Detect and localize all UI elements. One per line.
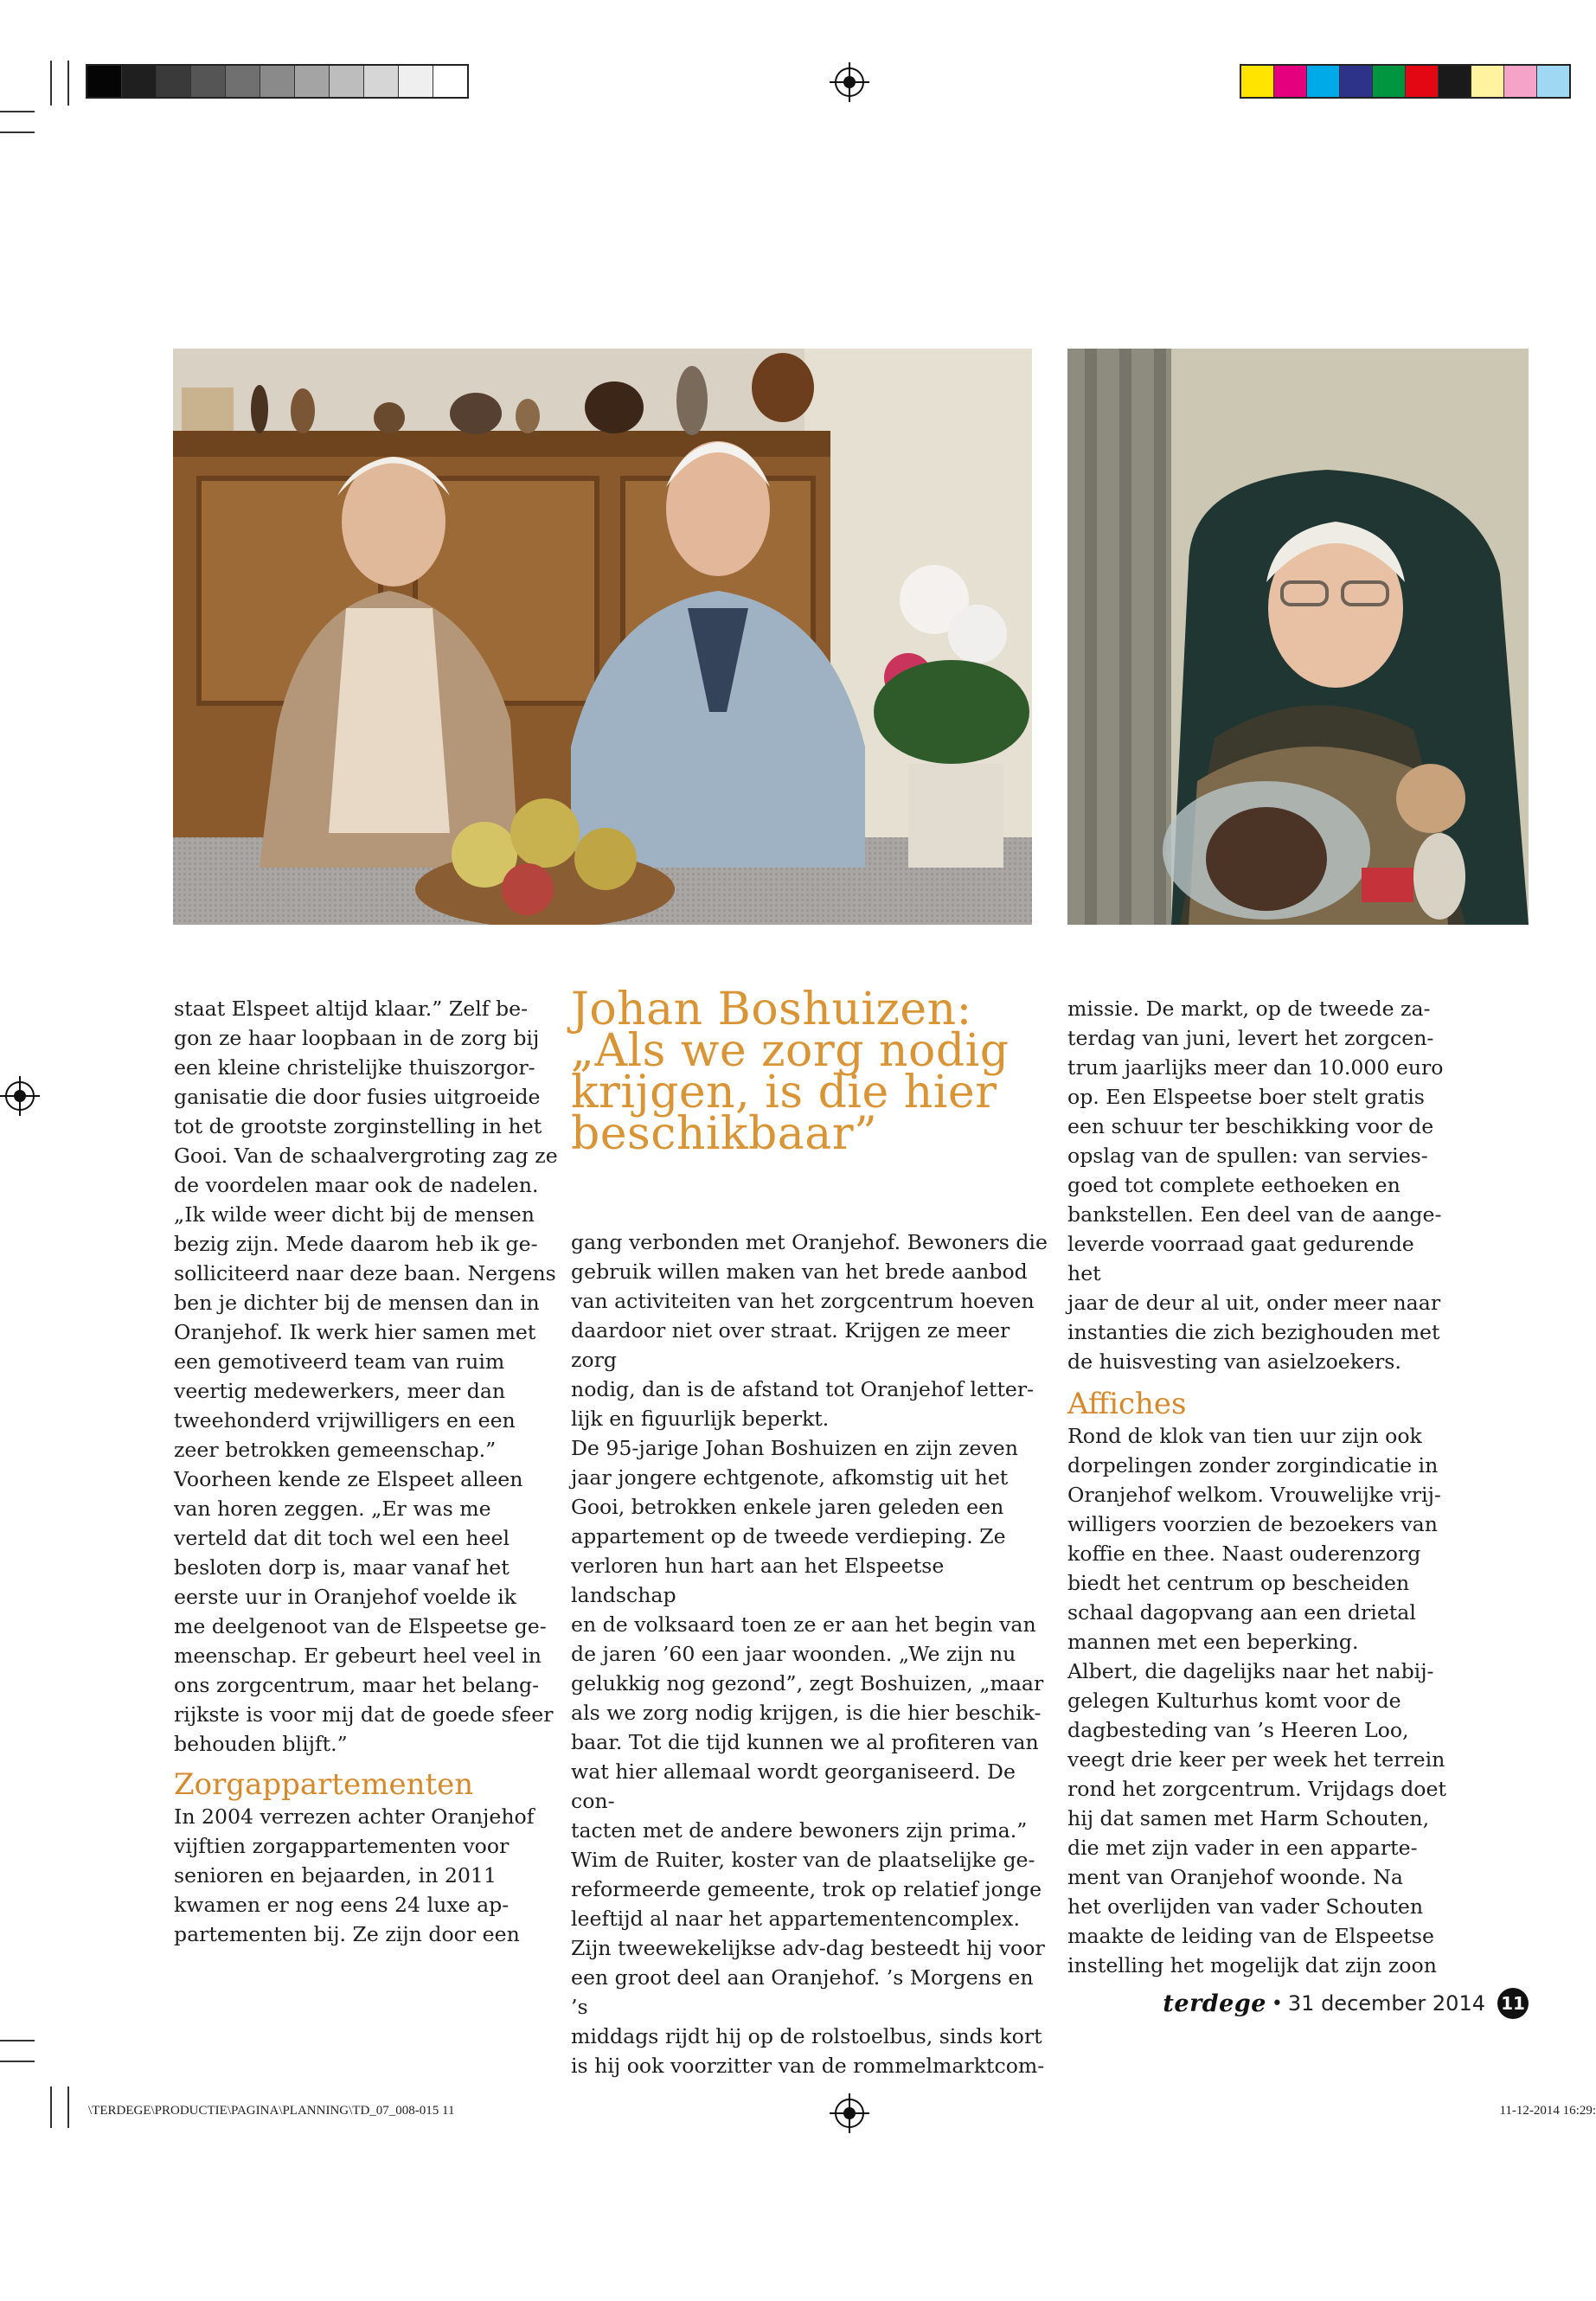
body-text-line: gelukkig nog gezond”, zegt Boshuizen, „maar	[571, 1671, 1044, 1695]
body-text-line: De 95-jarige Johan Boshuizen en zijn zeven	[571, 1436, 1018, 1460]
body-text-line: Wim de Ruiter, koster van de plaatselijke ge-	[571, 1848, 1035, 1872]
body-text-line: vijftien zorgappartementen voor	[174, 1834, 510, 1858]
body-text-line: Albert, die dagelijks naar het nabij-	[1067, 1659, 1434, 1683]
body-text-line: leverde voorraad gaat gedurende het	[1067, 1232, 1414, 1285]
body-text-line: jaar de deur al uit, onder meer naar	[1067, 1291, 1441, 1315]
body-text-line: een groot deel aan Oranjehof. ’s Morgens en ’s	[571, 1965, 1034, 2019]
body-text-line: instanties die zich bezighouden met	[1067, 1320, 1440, 1344]
gray-swatch	[295, 66, 330, 97]
body-text-line: ment van Oranjehof woonde. Na	[1067, 1865, 1403, 1889]
body-text-line: staat Elspeet altijd klaar.” Zelf be-	[174, 997, 529, 1021]
body-text-line: senioren en bejaarden, in 2011	[174, 1863, 497, 1888]
body-text-line: Zijn tweewekelijkse adv-dag besteedt hij voor	[571, 1936, 1045, 1960]
body-text-line: Gooi. Van de schaalvergroting zag ze	[174, 1144, 558, 1168]
photo-couple-at-table	[173, 349, 1032, 925]
crop-mark-top-left-v1	[50, 61, 52, 106]
gray-swatch	[87, 66, 122, 97]
gray-swatch	[157, 66, 191, 97]
body-text-line: ons zorgcentrum, maar het belang-	[174, 1673, 540, 1697]
production-slug-path: \TERDEGE\PRODUCTIE\PAGINA\PLANNING\TD_07_008-015 11	[88, 2104, 455, 2118]
body-text-line: missie. De markt, op de tweede za-	[1067, 997, 1431, 1021]
column-3-after	[1067, 1421, 1452, 1980]
body-text-line: mannen met een beperking.	[1067, 1630, 1359, 1654]
body-text-line: lijk en figuurlijk beperkt.	[571, 1407, 830, 1431]
footer-bullet: •	[1271, 1992, 1283, 2015]
column-1-after	[174, 1802, 559, 1949]
body-text-line: middags rijdt hij op de rolstoelbus, sinds kort	[571, 2024, 1042, 2048]
issue-date: 31 december 2014	[1287, 1991, 1485, 2016]
body-text-line: verloren hun hart aan het Elspeetse landschap	[571, 1554, 945, 1607]
column-1-intro	[174, 994, 559, 1759]
crop-mark-bottom-left-h2	[0, 2061, 35, 2062]
body-text-line: kwamen er nog eens 24 luxe ap-	[174, 1893, 510, 1917]
body-text-line: dagbesteding van ’s Heeren Loo,	[1067, 1718, 1409, 1742]
body-text-line: Voorheen kende ze Elspeet alleen	[174, 1467, 523, 1491]
subhead-affiches: Affiches	[1067, 1387, 1187, 1421]
pull-quote-line: beschikbaar”	[571, 1108, 878, 1160]
body-text-line: nodig, dan is de afstand tot Oranjehof letter-	[571, 1377, 1035, 1401]
body-text-line: gelegen Kulturhus komt voor de	[1067, 1689, 1401, 1713]
color-swatch	[1307, 66, 1340, 97]
body-text-line: veegt drie keer per week het terrein	[1067, 1747, 1445, 1772]
color-swatch	[1439, 66, 1471, 97]
gray-swatch	[330, 66, 364, 97]
body-text-line: terdag van juni, levert het zorgcen-	[1067, 1026, 1434, 1050]
body-text-line: de voordelen maar ook de nadelen.	[174, 1173, 539, 1197]
crop-mark-bottom-left-v1	[50, 2086, 52, 2128]
color-swatch	[1471, 66, 1504, 97]
color-swatch	[1373, 66, 1406, 97]
page-footer	[1163, 1988, 1529, 2019]
body-text-line: opslag van de spullen: van servies-	[1067, 1144, 1428, 1168]
body-text-line: partementen bij. Ze zijn door een	[174, 1922, 520, 1946]
body-text-line: ben je dichter bij de mensen dan in	[174, 1291, 540, 1315]
body-text-line: verteld dat dit toch wel een heel	[174, 1526, 510, 1550]
crop-mark-bottom-left-h1	[0, 2040, 35, 2041]
gray-swatch	[260, 66, 295, 97]
body-text-line: Oranjehof welkom. Vrouwelijke vrij-	[1067, 1483, 1441, 1507]
body-text-line: maakte de leiding van de Elspeetse	[1067, 1924, 1434, 1948]
body-text-line: tacten met de andere bewoners zijn prima.”	[571, 1818, 1028, 1843]
body-text-line: van horen zeggen. „Er was me	[174, 1497, 491, 1521]
color-swatch	[1274, 66, 1307, 97]
body-text-line: op. Een Elspeetse boer stelt gratis	[1067, 1085, 1425, 1109]
body-text-line: tweehonderd vrijwilligers en een	[174, 1408, 516, 1433]
body-text-line: en de volksaard toen ze er aan het begin van	[571, 1612, 1036, 1637]
body-text-line: biedt het centrum op bescheiden	[1067, 1571, 1410, 1595]
body-text-line: hij dat samen met Harm Schouten,	[1067, 1806, 1430, 1830]
body-text-line: Oranjehof. Ik werk hier samen met	[174, 1320, 536, 1344]
pull-quote-line: „Als we zorg nodig	[571, 1025, 1010, 1077]
body-text-line: meenschap. Er gebeurt heel veel in	[174, 1644, 542, 1668]
column-3-intro	[1067, 994, 1452, 1376]
article-column-3	[1067, 994, 1452, 1980]
body-text-line: de jaren ’60 een jaar woonden. „We zijn nu	[571, 1642, 1016, 1666]
grayscale-calibration-bar	[86, 64, 469, 99]
article-column-1	[174, 994, 559, 1949]
body-text-line: gon ze haar loopbaan in de zorg bij	[174, 1026, 540, 1050]
registration-mark-top	[835, 67, 864, 97]
body-text-line: goed tot complete eethoeken en	[1067, 1173, 1401, 1197]
body-text-line: een schuur ter beschikking voor de	[1067, 1114, 1434, 1138]
body-text-line: trum jaarlijks meer dan 10.000 euro	[1067, 1055, 1444, 1080]
registration-mark-left	[5, 1081, 35, 1111]
body-text-line: reformeerde gemeente, trok op relatief jonge	[571, 1877, 1042, 1901]
body-text-line: rijkste is voor mij dat de goede sfeer	[174, 1702, 554, 1727]
crop-mark-top-left-h2	[0, 131, 35, 133]
body-text-line: gebruik willen maken van het brede aanbod	[571, 1259, 1028, 1284]
body-text-line: tot de grootste zorginstelling in het	[174, 1114, 542, 1138]
pull-quote	[571, 984, 1038, 1160]
color-calibration-bar	[1240, 64, 1571, 99]
gray-swatch	[433, 66, 467, 97]
body-text-line: jaar jongere echtgenote, afkomstig uit het	[571, 1465, 1009, 1490]
article-column-2	[571, 1227, 1055, 2080]
body-text-line: dorpelingen zonder zorgindicatie in	[1067, 1453, 1439, 1477]
body-text-line: Gooi, betrokken enkele jaren geleden een	[571, 1495, 1004, 1519]
gray-swatch	[399, 66, 433, 97]
color-swatch	[1241, 66, 1274, 97]
body-text-line: Rond de klok van tien uur zijn ook	[1067, 1424, 1422, 1448]
body-text-line: van activiteiten van het zorgcentrum hoeven	[571, 1289, 1035, 1313]
crop-mark-top-left-v2	[67, 61, 69, 106]
crop-mark-top-left-h1	[0, 111, 35, 112]
crop-mark-bottom-left-v2	[67, 2086, 69, 2128]
body-text-line: de huisvesting van asielzoekers.	[1067, 1349, 1401, 1374]
pull-quote-line: krijgen, is die hier	[571, 1067, 997, 1118]
body-text-line: het overlijden van vader Schouten	[1067, 1894, 1424, 1919]
body-text-line: een gemotiveerd team van ruim	[174, 1349, 505, 1374]
body-text-line: instelling het mogelijk dat zijn zoon	[1067, 1953, 1437, 1977]
body-text-line: een kleine christelijke thuiszorgor-	[174, 1055, 535, 1080]
pull-quote-line: Johan Boshuizen:	[571, 984, 972, 1035]
body-text-line: die met zijn vader in een apparte-	[1067, 1836, 1418, 1860]
body-text-line: In 2004 verrezen achter Oranjehof	[174, 1804, 535, 1829]
body-text-line: is hij ook voorzitter van de rommelmarktcom-	[571, 2054, 1045, 2078]
gray-swatch	[122, 66, 157, 97]
page-number-badge: 11	[1497, 1988, 1529, 2019]
body-text-line: als we zorg nodig krijgen, is die hier beschik-	[571, 1701, 1042, 1725]
body-text-line: wat hier allemaal wordt georganiseerd. De con-	[571, 1759, 1016, 1813]
body-text-line: daardoor niet over straat. Krijgen ze meer zorg	[571, 1318, 1010, 1372]
body-text-line: eerste uur in Oranjehof voelde ik	[174, 1585, 516, 1609]
gray-swatch	[364, 66, 399, 97]
brand-logo: terdege	[1163, 1990, 1266, 2017]
body-text-line: me deelgenoot van de Elspeetse ge-	[174, 1614, 547, 1638]
color-swatch	[1504, 66, 1537, 97]
body-text-line: koffie en thee. Naast ouderenzorg	[1067, 1541, 1421, 1566]
subhead-zorgappartementen: Zorgappartementen	[174, 1767, 474, 1802]
body-text-line: besloten dorp is, maar vanaf het	[174, 1555, 510, 1580]
body-text-line: veertig medewerkers, meer dan	[174, 1379, 506, 1403]
color-swatch	[1537, 66, 1569, 97]
body-text-line: „Ik wilde weer dicht bij de mensen	[174, 1202, 535, 1227]
body-text-line: appartement op de tweede verdieping. Ze	[571, 1524, 1006, 1548]
body-text-line: solliciteerd naar deze baan. Nergens	[174, 1261, 556, 1285]
photo-smiling-woman-in-chair	[1067, 349, 1529, 925]
body-text-line: willigers voorzien de bezoekers van	[1067, 1512, 1438, 1536]
body-text-line: bezig zijn. Mede daarom heb ik ge-	[174, 1232, 538, 1256]
body-text-line: rond het zorgcentrum. Vrijdags doet	[1067, 1777, 1446, 1801]
production-slug-datetime: 11-12-2014 16:29:	[1499, 2104, 1596, 2118]
column-2-body	[571, 1227, 1055, 2080]
body-text-line: ganisatie die door fusies uitgroeide	[174, 1085, 541, 1109]
gray-swatch	[226, 66, 260, 97]
body-text-line: zeer betrokken gemeenschap.”	[174, 1438, 497, 1462]
body-text-line: schaal dagopvang aan een drietal	[1067, 1600, 1416, 1625]
color-swatch	[1340, 66, 1373, 97]
gray-swatch	[191, 66, 226, 97]
body-text-line: behouden blijft.”	[174, 1732, 348, 1756]
body-text-line: baar. Tot die tijd kunnen we al profiteren van	[571, 1730, 1039, 1754]
color-swatch	[1406, 66, 1439, 97]
body-text-line: leeftijd al naar het appartementencomplex.	[571, 1907, 1020, 1931]
registration-mark-bottom	[835, 2099, 864, 2128]
body-text-line: bankstellen. Een deel van de aange-	[1067, 1202, 1442, 1227]
body-text-line: gang verbonden met Oranjehof. Bewoners die	[571, 1230, 1048, 1254]
